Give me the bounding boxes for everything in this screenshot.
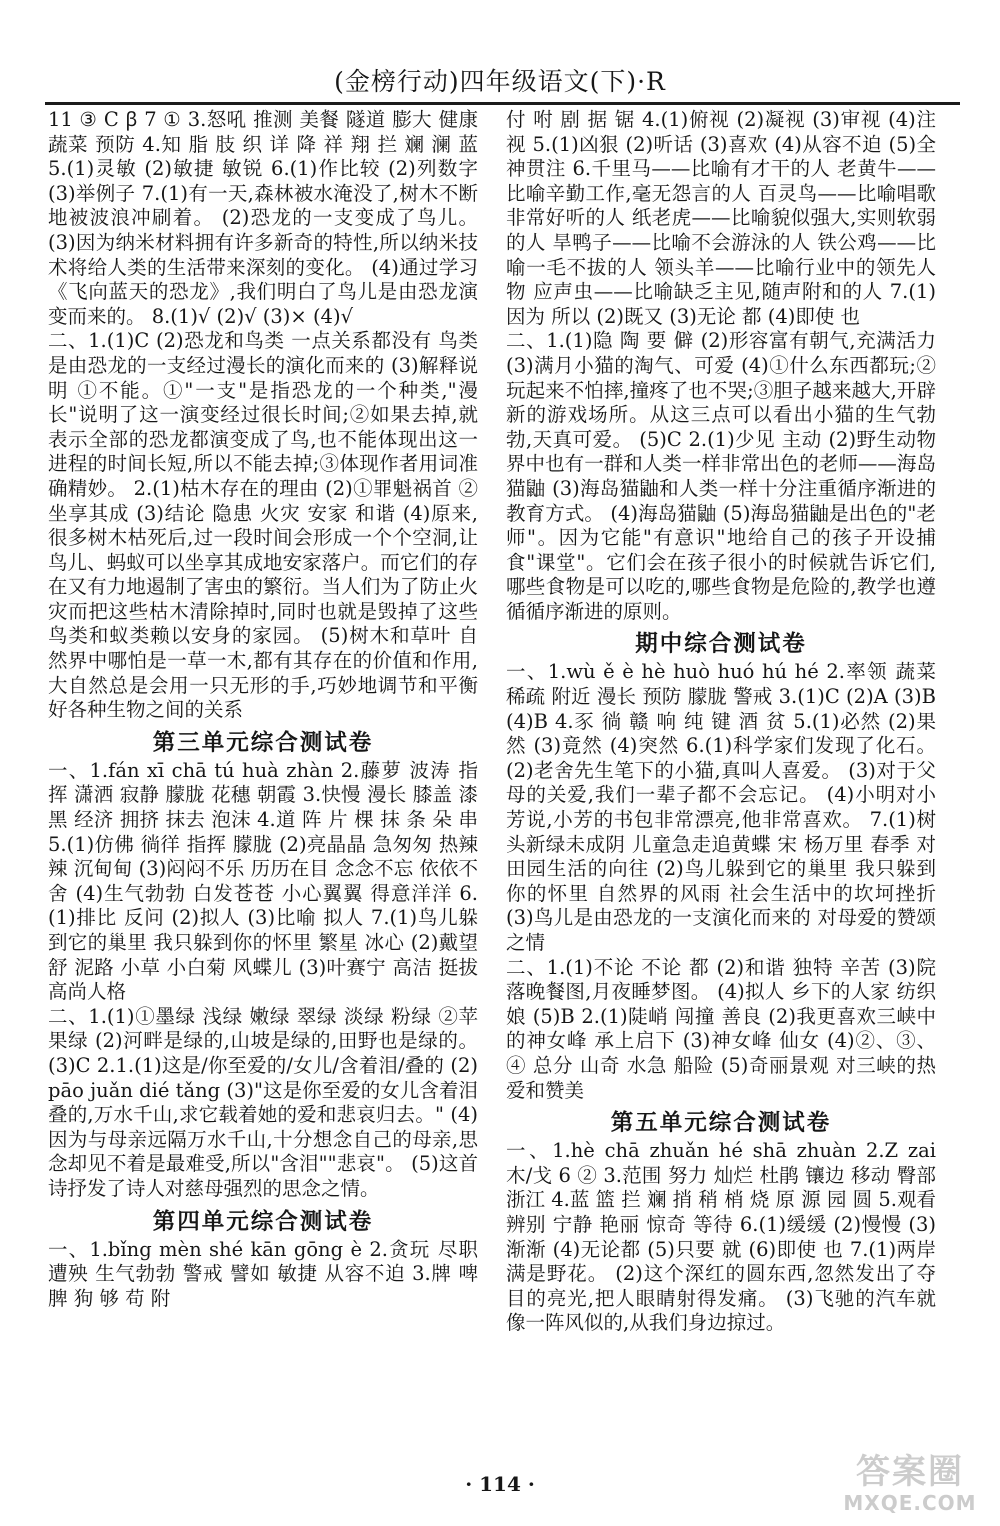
- answer-paragraph: 付 咐 剧 据 锯 4.(1)俯视 (2)凝视 (3)审视 (4)注视 5.(1)凶狠 (2)听话 (3)喜欢 (4)从容不迫 (5)全神贯注 6.千里马——比喻有才干的人 老黄牛——比喻辛勤工作,毫无怨言的人 百灵鸟——比喻唱歌非常好听的人 纸老虎——比喻貌似强大,实则软弱的人 旱鸭子——比喻不会游泳的人 铁公鸡——比喻一毛不拔的人 领头羊——比喻行业中的领先人物 应声虫——比喻缺乏主见,随声附和的人 7.(1)因为 所以 (2)既又 (3)无论 都 (4)即使 也: [506, 108, 936, 328]
- answer-paragraph: 一、1.hè chā zhuǎn hé shā zhuàn 2.Z zai 木/戈 6 ② 3.范围 努力 灿烂 杜鹃 镶边 移动 臀部 浙江 4.蓝 篮 拦 斓 捎 稍 梢 烧 原 源 园 圆 5.观看 辨别 宁静 艳丽 惊奇 等待 6.(1)缓缓 (2)慢慢 (3)渐渐 (4)无论都 (5)只要 就 (6)即使 也 7.(1)两岸满是野花。 (2)这个深红的圆东西,忽然发出了夺目的亮光,把人眼睛射得发痛。 (3)飞驰的汽车就像一阵风似的,从我们身边掠过。: [506, 1139, 936, 1335]
- answer-paragraph: 二、1.(1)不论 不论 都 (2)和谐 独特 辛苦 (3)院落晚餐图,月夜睡梦图。 (4)拟人 乡下的人家 纺织娘 (5)B 2.(1)陡峭 闯撞 善良 (2)我更喜欢三峡中的神女峰 承上启下 (3)神女峰 仙女 (4)②、③、④ 总分 山奇 水急 船险 (5)奇丽景观 对三峡的热爱和赞美: [506, 955, 936, 1102]
- page-number: · 114 ·: [465, 1472, 535, 1496]
- section-heading: 期中综合测试卷: [635, 631, 807, 658]
- watermark-url: MXQE.COM: [843, 1491, 977, 1515]
- section-heading: 第四单元综合测试卷: [152, 1208, 374, 1235]
- watermark-logo: 答案圈: [856, 1452, 964, 1492]
- answer-paragraph: 一、1.bǐng mèn shé kān gōng è 2.贪玩 尽职 遭殃 生气勃勃 警戒 譬如 敏捷 从容不迫 3.牌 啤 脾 狗 够 苟 附: [48, 1237, 478, 1310]
- header-divider: [45, 102, 960, 105]
- section-heading: 第三单元综合测试卷: [152, 729, 374, 756]
- right-column: [506, 108, 936, 1336]
- answer-paragraph: 一、1.fán xī chā tú huà zhàn 2.藤萝 波涛 指挥 潇洒 寂静 朦胧 花穗 朝霞 3.快慢 漫长 膝盖 漆黑 经济 拥挤 抹去 泡沫 4.道 阵 片 棵 抹 条 朵 串 5.(1)仿佛 徜徉 指挥 朦胧 (2)亮晶晶 急匆匆 热辣辣 沉甸甸 (3)闷闷不乐 历历在目 念念不忘 依依不舍 (4)生气勃勃 白发苍苍 小心翼翼 得意洋洋 6.(1)排比 反问 (2)拟人 (3)比喻 拟人 7.(1)鸟儿躲到它的巢里 我只躲到你的怀里 繁星 冰心 (2)戴望舒 泥路 小草 小白菊 风蝶儿 (3)叶赛宁 高洁 挺拔 高尚人格: [48, 758, 478, 1004]
- answer-paragraph: 11 ③ C ꞵ 7 ① 3.怒吼 推测 美餐 隧道 膨大 健康 蔬菜 预防 4.知 脂 肢 织 详 降 祥 翔 拦 斓 澜 蓝 5.(1)灵敏 (2)敏捷 敏锐 6.(1)作比较 (2)列数字 (3)举例子 7.(1)有一天,森林被水淹没了,树木不断地被波浪冲刷着。 (2)恐龙的一支变成了鸟儿。 (3)因为纳米材料拥有许多新奇的特性,所以纳米技术将给人类的生活带来深刻的变化。 (4)通过学习《飞向蓝天的恐龙》,我们明白了鸟儿是由恐龙演变而来的。 8.(1)√ (2)√ (3)× (4)√: [48, 108, 478, 328]
- answer-paragraph: 二、1.(1)C (2)恐龙和鸟类 一点关系都没有 鸟类是由恐龙的一支经过漫长的演化而来的 (3)解释说明 ①不能。①"一支"是指恐龙的一个种类,"漫长"说明了这一演变经过很长时间;②如果去掉,就表示全部的恐龙都演变成了鸟,也不能体现出这一进程的时间长短,所以不能去掉;③体现作者用词准确精妙。 2.(1)枯木存在的理由 (2)①罪魁祸首 ②坐享其成 (3)结论 隐患 火灾 安家 和谐 (4)原来,很多树木枯死后,过一段时间会形成一个个空洞,让鸟儿、蚂蚁可以坐享其成地安家落户。而它们的存在又有力地遏制了害虫的繁衍。当人们为了防止火灾而把这些枯木清除掉时,同时也就是毁掉了这些鸟类和蚁类赖以安身的家园。 (5)树木和草叶 自然界中哪怕是一草一木,都有其存在的价值和作用,大自然总是会用一只无形的手,巧妙地调节和平衡好各种生物之间的关系: [48, 329, 478, 722]
- page-header: (金榜行动)四年级语文(下)·R: [334, 67, 666, 96]
- watermark: [825, 1452, 995, 1522]
- answer-paragraph: 一、1.wù ě è hè huò huó hú hé 2.率领 蔬菜 稀疏 附近 漫长 预防 朦胧 警戒 3.(1)C (2)A (3)B (4)B 4.豕 徜 赣 响 纯 键 酒 贫 5.(1)必然 (2)果然 (3)竟然 (4)突然 6.(1)科学家们发现了化石。 (2)老舍先生笔下的小猫,真叫人喜爱。 (3)对于父母的关爱,我们一辈子都不会忘记。 (4)小明对小芳说,小芳的书包非常漂亮,他非常喜欢。 7.(1)树头新绿未成阴 儿童急走追黄蝶 宋 杨万里 春季 对田园生活的向往 (2)鸟儿躲到它的巢里 我只躲到你的怀里 自然界的风雨 社会生活中的坎坷挫折 (3)鸟儿是由恐龙的一支演化而来的 对母爱的赞颂之情: [506, 660, 936, 954]
- left-column: [48, 108, 478, 1311]
- section-heading: 第五单元综合测试卷: [610, 1110, 832, 1137]
- answer-paragraph: 二、1.(1)隐 陶 要 僻 (2)形容富有朝气,充满活力 (3)满月小猫的淘气、可爱 (4)①什么东西都玩;②玩起来不怕摔,撞疼了也不哭;③胆子越来越大,开辟新的游戏场所。从这三点可以看出小猫的生气勃勃,天真可爱。 (5)C 2.(1)少见 主动 (2)野生动物界中也有一群和人类一样非常出色的老师——海岛猫鼬 (3)海岛猫鼬和人类一样十分注重循序渐进的教育方式。 (4)海岛猫鼬 (5)海岛猫鼬是出色的"老师"。因为它能"有意识"地给自己的孩子开设捕食"课堂"。它们会在孩子很小的时候就告诉它们,哪些食物是可以吃的,哪些食物是危险的,教学也遵循循序渐进的原则。: [506, 329, 936, 623]
- answer-paragraph: 二、1.(1)①墨绿 浅绿 嫩绿 翠绿 淡绿 粉绿 ②苹果绿 (2)河畔是绿的,山坡是绿的,田野也是绿的。 (3)C 2.1.(1)这是/你至爱的/女儿/含着泪/叠的 (2)pāo juǎn dié tǎng (3)"这是你至爱的女儿含着泪叠的,万水千山,求它载着她的爱和悲哀归去。" (4)因为与母亲远隔万水千山,十分想念自己的母亲,思念却见不着是最难受,所以"含泪""悲哀"。 (5)这首诗抒发了诗人对慈母强烈的思念之情。: [48, 1004, 478, 1200]
